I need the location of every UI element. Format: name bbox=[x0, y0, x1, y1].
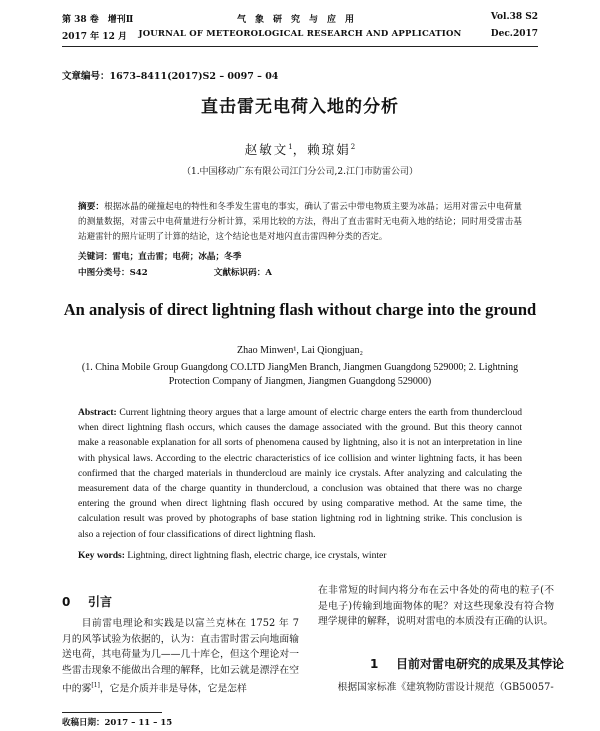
intro-text: 目前雷电理论和实践是以富兰克林在 1752 年 7 月的风筝试验为依据的，认为：直击雷时雷云向地面输送电荷，其电荷量为几——几十库仑，但这个理论对一些雷击现象不能做出合理的解释，比如云就是漂浮在空中的雾 bbox=[62, 618, 299, 695]
section-0-title: 引言 bbox=[88, 595, 113, 609]
running-header bbox=[62, 12, 538, 46]
keywords-en-text: Lightning, direct lightning flash, electric charge, ice crystals, winter bbox=[127, 550, 387, 561]
header-rule bbox=[62, 46, 538, 47]
intro-paragraph bbox=[62, 616, 299, 697]
abstract-cn bbox=[78, 200, 522, 245]
intro-text-tail: ，它是介质并非是导体，它是怎样 bbox=[99, 683, 247, 695]
intro-citation: [1] bbox=[91, 682, 100, 689]
article-number: 文章编号：1673–8411(2017)S2 – 0097 – 04 bbox=[62, 71, 279, 82]
author-separator: ， bbox=[292, 142, 308, 157]
intro-paragraph-continued: 在非常短的时间内将分布在云中各处的荷电的粒子(不是电子)传输到地面物体的呢？对这些现象没有符合物理学规律的解释，说明对雷电的本质没有正确的认识。 bbox=[318, 585, 554, 627]
authors-en: Zhao Minwen¹, Lai Qiongjuan₂ bbox=[237, 345, 363, 356]
author-1-cn: 赵敏文 bbox=[244, 142, 289, 157]
journal-name-cn: 气象研究与应用 bbox=[236, 15, 363, 25]
author-1-sup: 1 bbox=[288, 142, 293, 151]
classification-cn bbox=[78, 266, 272, 278]
document-code: 文献标识码：A bbox=[213, 268, 272, 278]
section-0-heading bbox=[62, 593, 112, 610]
abstract-cn-label: 摘要： bbox=[78, 202, 105, 212]
abstract-en bbox=[78, 405, 522, 542]
abstract-cn-text: 根据冰晶的碰撞起电的特性和冬季发生雷电的事实，确认了雷云中带电物质主要为冰晶；运用对雷云中电荷量的测量数据，对雷云中电荷量进行分析计算，采用比较的方法，得出了直击雷时无电荷入地的结论；同时用受雷击基站避雷针的照片证明了计算的结论，这个结论也是对地闪直击雷四种分类的否定。 bbox=[78, 202, 522, 242]
author-2-cn: 赖琼娟 bbox=[307, 142, 351, 157]
affiliation-en: (1. China Mobile Group Guangdong CO.LTD JiangMen Branch, Jiangmen Guangdong 529000; 2. Lightning Protection Company of Jiangmen, Jiangmen Guangdong 529000) bbox=[81, 362, 519, 387]
title-cn: 直击雷无电荷入地的分析 bbox=[201, 97, 399, 117]
date-cn: 2017 年 12 月 bbox=[62, 32, 127, 42]
section-1-heading bbox=[370, 655, 564, 672]
author-2-sup: 2 bbox=[350, 142, 356, 151]
abstract-en-text: Current lightning theory argues that a large amount of electric charge enters the earth from thundercloud when direct lightning flash occurs, which causes the damage associated with the ground. But this theory cannot make a reasonable explanation for all sorts of phenomena caused by lightning, also it is not an interpretation in line with physical laws. According to the electric characteristics of ice collision and winter lightning facts, it has been confirmed that the charged materials in thundercloud are mainly ice crystals. After analyzing and calculating the measurement data of the charge quantity in thundercloud, a conclusion was obtained that there was no charge entering the ground when direct lightning flash occured by using comparative method. At the same time, the calculation result was proved by photographs of base station lightning rod in lightning strike. This conclusion is also a rejection of four classifications of direct lightning flash. bbox=[78, 407, 522, 540]
journal-name-en: JOURNAL OF METEOROLOGICAL RESEARCH AND APPLICATION bbox=[138, 29, 462, 39]
affiliation-cn: （1.中国移动广东有限公司江门分公司,2.江门市防雷公司） bbox=[181, 167, 419, 177]
volume-en: Vol.38 S2 bbox=[490, 12, 538, 22]
footnote-rule bbox=[62, 712, 162, 713]
volume-cn: 第 38 卷 增刊Ⅱ bbox=[62, 15, 134, 25]
section-1-paragraph: 根据国家标准《建筑物防雷设计规范（GB50057- bbox=[337, 682, 554, 693]
section-0-number: 0 bbox=[62, 595, 71, 609]
section-1-title: 目前对雷电研究的成果及其悖论 bbox=[396, 657, 565, 671]
section-1-number: 1 bbox=[370, 657, 379, 671]
keywords-cn: 关键词：雷电；直击雷；电荷；冰晶；冬季 bbox=[78, 252, 242, 262]
title-en: An analysis of direct lightning flash without charge into the ground bbox=[63, 300, 537, 319]
received-date: 收稿日期：2017 – 11 – 15 bbox=[62, 718, 173, 728]
keywords-en bbox=[78, 550, 386, 561]
class-number: 中图分类号：S42 bbox=[78, 268, 148, 278]
keywords-en-label: Key words: bbox=[78, 550, 125, 561]
abstract-en-label: Abstract: bbox=[78, 407, 117, 418]
date-en: Dec.2017 bbox=[490, 29, 538, 39]
authors-cn bbox=[0, 140, 600, 158]
